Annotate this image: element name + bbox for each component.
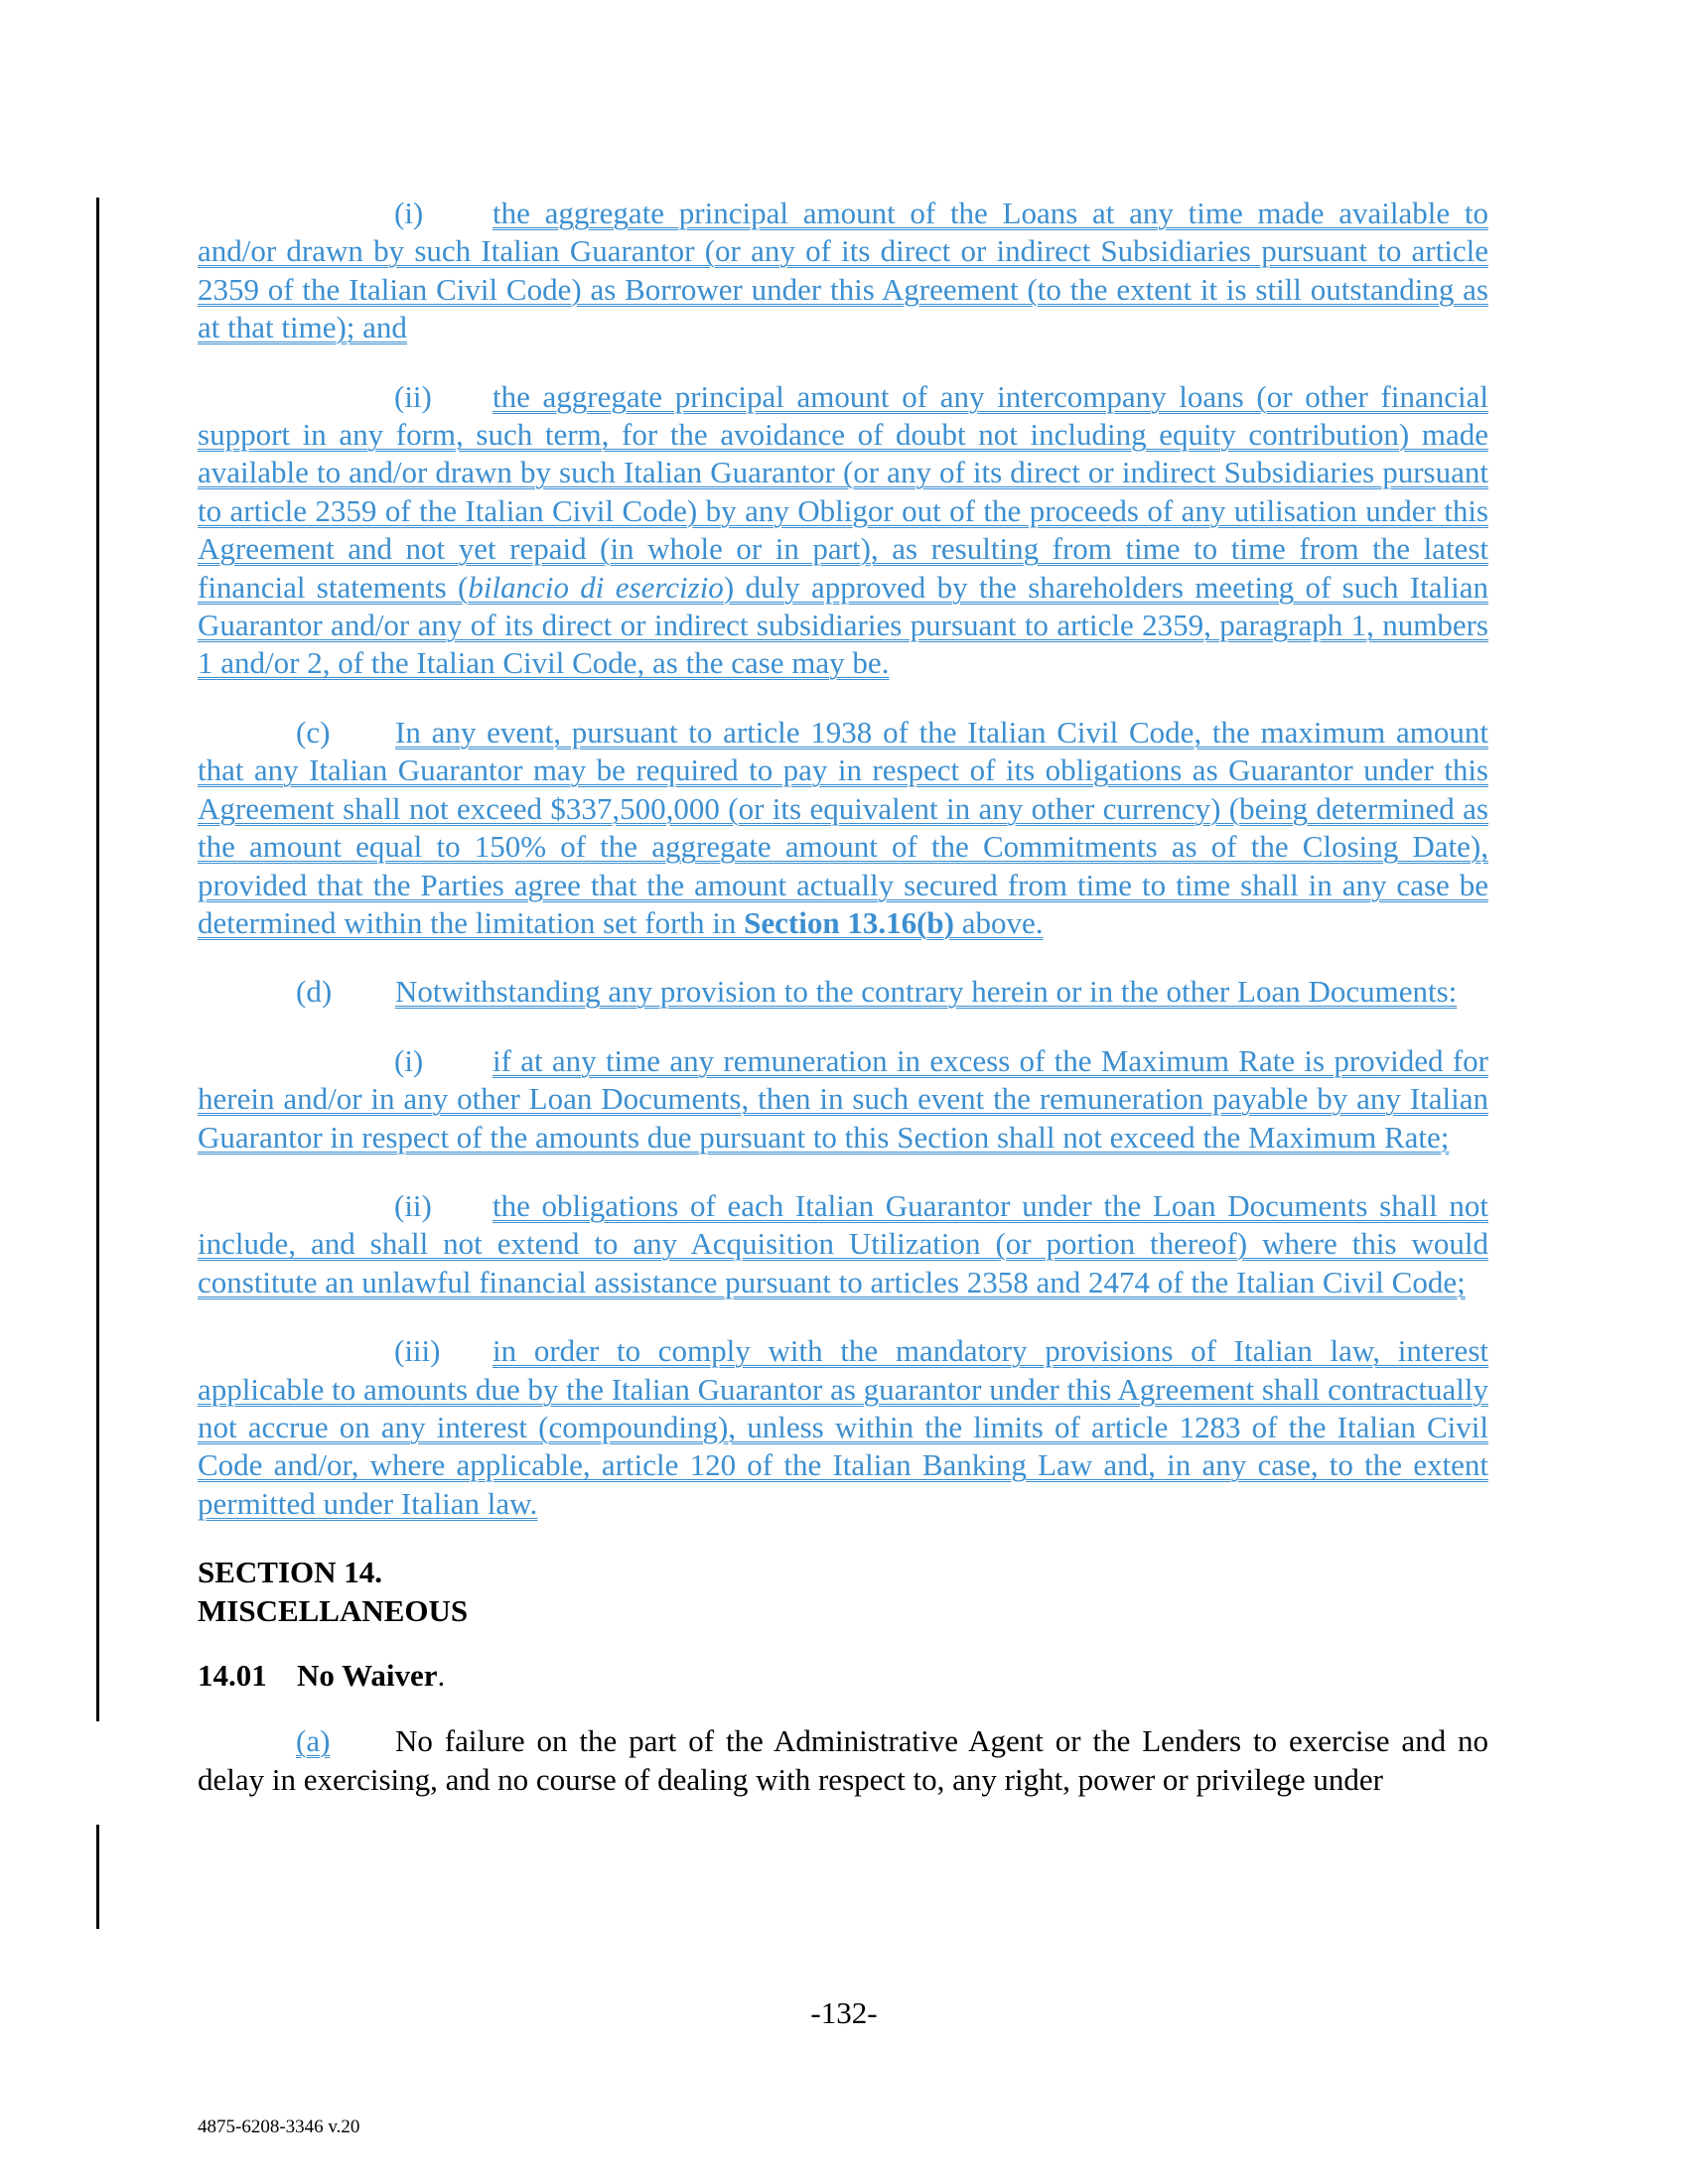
section-reference: Section 13.16(b) [744,904,954,940]
subsection-number: 14.01 [198,1658,267,1693]
section-number: SECTION 14. [198,1555,383,1590]
paragraph-number: (a) [296,1723,331,1759]
document-id: 4875-6208-3346 v.20 [198,2116,360,2137]
paragraph-text: No failure on the part of the Administrative Agent or the Lenders to exercise and no delay in exercising, and no course of dealing with respect to, any right, power or privilege under [198,1723,1488,1797]
clause-d-i [198,1042,1488,1157]
clause-c [198,714,1488,942]
clause-number: (d) [296,974,333,1010]
italic-term: bilancio di esercizio [468,569,724,605]
clause-text: in order to comply with the mandatory provisions of Italian law, interest applicable to amounts due by the Italian Guarantor as guarantor under this Agreement shall contractually not accrue on any interest (compounding), unless within the limits of article 1283 of the Italian Civil Code and/or, where applicable, article 120 of the Italian Banking Law and, in any case, to the extent permitted under Italian law. [198,1333,1488,1521]
subsection-title: No Waiver [297,1658,438,1693]
page-number: -132- [810,1995,878,2030]
clause-d [198,973,1488,1011]
clause-d-ii [198,1187,1488,1301]
clause-text: In any event, pursuant to article 1938 of the Italian Civil Code, the maximum amount that any Italian Guarantor may be required to pay in respect of its obligations as Guarantor under this Agreement shall not exceed $337,500,000 (or its equivalent in any other currency) (being determined as the amount equal to 150% of the aggregate amount of the Commitments as of the Closing Date), provided that the Parties agree that the amount actually secured from time to time shall in any case be determined within the limitation set forth in [198,714,1488,940]
section-heading [198,1554,1488,1630]
clause-text: if at any time any remuneration in excess of the Maximum Rate is provided for herein and/or in any other Loan Documents, then in such event the remuneration payable by any Italian Guarantor in respect of the amounts due pursuant to this Section shall not exceed the Maximum Rate; [198,1042,1488,1155]
clause-b-i [198,195,1488,347]
clause-number: (ii) [394,1187,432,1223]
clause-b-ii [198,378,1488,683]
clause-number: (i) [394,196,424,230]
change-bar-top [96,198,99,1721]
clause-text: the aggregate principal amount of any intercompany loans (or other financial support in any form, such term, for the avoidance of doubt not including equity contribution) made available to and/or drawn by such Italian Guarantor (or any of its direct or indirect Subsidiaries pursuant to article 2359 of the Italian Civil Code) by any Obligor out of the proceeds of any utilisation under this Agreement and not yet repaid (in whole or in part), as resulting from time to time from the latest financial statements ( [198,378,1488,605]
document-body [198,195,1488,1830]
clause-text-continued: ) duly approved by the shareholders meeting of such Italian Guarantor and/or any of its direct or indirect subsidiaries pursuant to article 2359, paragraph 1, numbers 1 and/or 2, of the Italian Civil Code, as the case may be. [198,569,1489,681]
clause-text: the obligations of each Italian Guarantor under the Loan Documents shall not include, and shall not extend to any Acquisition Utilization (or portion thereof) where this would constitute an unlawful financial assistance pursuant to articles 2358 and 2474 of the Italian Civil Code; [198,1187,1488,1299]
clause-text: Notwithstanding any provision to the contrary herein or in the other Loan Documents: [395,974,1458,1010]
subsection-heading [198,1657,1488,1695]
clause-number: (i) [394,1042,424,1078]
change-bar-bottom [96,1825,99,1929]
clause-number: (c) [296,714,331,750]
clause-number: (ii) [394,378,432,414]
section-title: MISCELLANEOUS [198,1592,469,1628]
subsection-period: . [437,1658,446,1693]
clause-text-continued: above. [953,904,1044,940]
clause-d-iii [198,1332,1488,1523]
clause-number: (iii) [394,1333,441,1369]
paragraph-14-01-a [198,1722,1488,1799]
clause-text: the aggregate principal amount of the Loans at any time made available to and/or drawn by such Italian Guarantor (or any of its direct or indirect Subsidiaries pursuant to article 2359 of the Italian Civil Code) as Borrower under this Agreement (to the extent it is still outstanding as at that time); and [198,196,1488,345]
